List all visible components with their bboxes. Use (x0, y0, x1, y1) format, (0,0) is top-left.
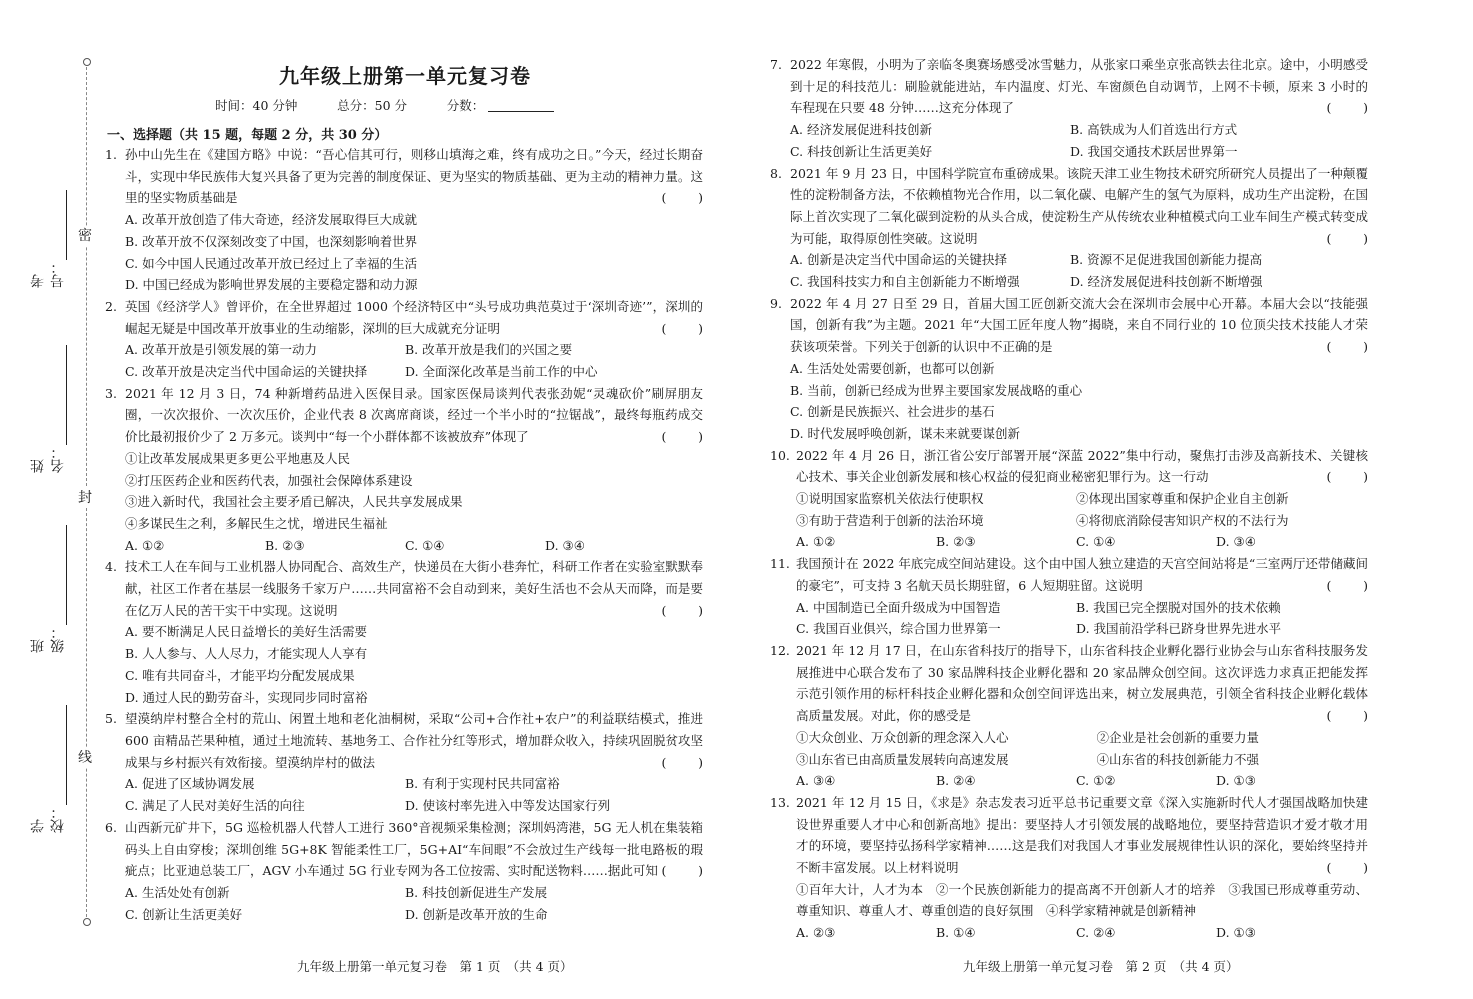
stem-text: 2022 年寒假，小明为了亲临冬奥赛场感受冰雪魅力，从张家口乘坐京张高铁去往北京。途中，小明感受到十足的科技范儿：刷脸就能进站，车内温度、灯光、车窗颜色自动调节，上网不卡顿，原来 3 小时的车程现在只要 48 分钟……这充分体现了 (790, 57, 1368, 116)
question-stem (105, 817, 703, 882)
option-d[interactable]: D. 我国前沿学科已跻身世界先进水平 (1076, 621, 1282, 637)
option-b[interactable]: B. 有利于实现村民共同富裕 (405, 776, 560, 792)
exam-score-label: 分数： (446, 98, 485, 113)
option-d[interactable]: D. 经济发展促进科技创新不断增强 (1070, 274, 1263, 290)
binding-hole (83, 58, 91, 66)
option-a[interactable]: A. 中国制造已全面升级成为中国智造 (796, 599, 1001, 615)
field-line (66, 525, 67, 625)
statement-1: ①说明国家监察机关依法行使职权 (796, 491, 984, 507)
exam-time: 时间：40 分钟 (215, 98, 298, 113)
question-stem (770, 792, 1368, 879)
stem-text: 2021 年 12 月 3 日，74 种新增药品进入医保目录。国家医保局谈判代表张劲妮“灵魂砍价”刷屏朋友圈，一次次报价、一次次压价，企业代表 8 次离席商谈，经过一个半小时的“拉锯战”，最终每瓶药成交价比最初报价少了 2 万多元。谈判中“每一个小群体都不该被放弃”体现了 (125, 385, 703, 445)
option-d[interactable]: D. 创新是改革开放的生命 (405, 906, 548, 922)
statement-4: ④山东省的科技创新能力不强 (1096, 751, 1260, 767)
answer-bracket[interactable]: ( ) (1326, 708, 1368, 724)
field-label: 姓名： (30, 445, 66, 473)
option-c[interactable]: C. 我国百业俱兴，综合国力世界第一 (796, 621, 1001, 637)
field-line (66, 345, 67, 445)
option-b[interactable]: B. ②④ (936, 773, 976, 789)
question-7 (770, 54, 1368, 163)
answer-bracket[interactable]: ( ) (661, 190, 703, 206)
question-stem (770, 640, 1368, 727)
option-b[interactable]: B. 人人参与、人人尽力，才能实现人人享有 (125, 646, 368, 662)
option-b[interactable]: B. 高铁成为人们首选出行方式 (1070, 122, 1238, 138)
statement-4: ④多谋民生之利，多解民生之忧，增进民生福祉 (125, 515, 388, 531)
option-c[interactable]: C. 科技创新让生活更美好 (790, 143, 933, 159)
option-a[interactable]: A. 创新是决定当代中国命运的关键抉择 (790, 252, 1007, 268)
option-d[interactable]: D. ③④ (1216, 534, 1256, 550)
answer-bracket[interactable]: ( ) (1326, 230, 1368, 246)
question-stem (770, 445, 1368, 488)
option-c[interactable]: C. 创新让生活更美好 (125, 906, 243, 922)
question-2 (105, 296, 703, 383)
option-a[interactable]: A. ③④ (796, 773, 836, 789)
seal-char-xian: 线 (78, 750, 92, 766)
stem-text: 孙中山先生在《建国方略》中说：“吾心信其可行，则移山填海之难，终有成功之日。”今天，经过长期奋斗，实现中华民族伟大复兴具备了更为完善的制度保证、更为坚实的物质基础、更为主动的精神力量。这里的坚实物质基础是 (125, 147, 703, 206)
option-a[interactable]: A. 生活处处有创新 (125, 884, 230, 900)
option-a[interactable]: A. 改革开放创造了伟大奇迹，经济发展取得巨大成就 (125, 212, 417, 228)
page-footer: 九年级上册第一单元复习卷 第 1 页 （共 4 页） (297, 959, 573, 974)
option-a[interactable]: A. ②③ (796, 925, 836, 941)
question-area (770, 54, 1368, 944)
answer-bracket[interactable]: ( ) (661, 863, 703, 879)
option-d[interactable]: D. 时代发展呼唤创新，谋未来就要谋创新 (790, 425, 1021, 441)
option-c[interactable]: C. 创新是民族振兴、社会进步的基石 (790, 404, 995, 420)
answer-bracket[interactable]: ( ) (661, 429, 703, 445)
question-number: 10. (770, 447, 790, 463)
option-a[interactable]: A. 经济发展促进科技创新 (790, 122, 932, 138)
answer-bracket[interactable]: ( ) (1326, 577, 1368, 593)
option-a[interactable]: A. 改革开放是引领发展的第一动力 (125, 342, 317, 358)
option-b[interactable]: B. 改革开放是我们的兴国之要 (405, 342, 573, 358)
question-stem (105, 708, 703, 773)
page-footer: 九年级上册第一单元复习卷 第 2 页 （共 4 页） (963, 959, 1239, 974)
question-1 (105, 144, 703, 296)
stem-text: 2021 年 9 月 23 日，中国科学院宣布重磅成果。该院天津工业生物技术研究所研究人员提出了一种颠覆性的淀粉制备方法，不依赖植物光合作用，以二氧化碳、电解产生的氢气为原料，成功生产出淀粉，在国际上首次实现了二氧化碳到淀粉的从头合成，使淀粉生产从传统农业种植模式向工业车间生产模式转变成为可能，取得原创性突破。这说明 (790, 165, 1368, 246)
option-b[interactable]: B. 改革开放不仅深刻改变了中国，也深刻影响着世界 (125, 233, 418, 249)
option-c[interactable]: C. 满足了人民对美好生活的向往 (125, 798, 305, 814)
question-stem (770, 54, 1368, 119)
answer-bracket[interactable]: ( ) (1326, 339, 1368, 355)
field-label: 班级： (30, 625, 66, 653)
statement-4: ④将彻底消除侵害知识产权的不法行为 (1076, 512, 1289, 528)
stem-text: 英国《经济学人》曾评价，在全世界超过 1000 个经济特区中“头号成功典范莫过于‘深圳奇迹’”，深圳的崛起无疑是中国改革开放事业的生动缩影，深圳的巨大成就充分证明 (125, 298, 703, 336)
option-b[interactable]: B. 当前，创新已经成为世界主要国家发展战略的重心 (790, 382, 1083, 398)
statement-1: ①让改革发展成果更多更公平地惠及人民 (125, 450, 351, 466)
exam-title: 九年级上册第一单元复习卷 (279, 64, 531, 88)
option-a[interactable]: A. 促进了区域协调发展 (125, 776, 255, 792)
question-number: 8. (770, 165, 782, 181)
option-b[interactable]: B. ①④ (936, 925, 976, 941)
statement-3: ③有助于营造利于创新的法治环境 (796, 512, 984, 528)
option-b[interactable]: B. ②③ (936, 534, 976, 550)
option-c[interactable]: C. ①④ (405, 537, 445, 553)
question-stem (770, 553, 1368, 596)
option-b[interactable]: B. 我国已完全摆脱对国外的技术依赖 (1076, 599, 1281, 615)
statement-2: ②企业是社会创新的重要力量 (1096, 729, 1260, 745)
seal-char-mi: 密 (78, 228, 92, 244)
option-c[interactable]: C. ②④ (1076, 925, 1116, 941)
question-number: 13. (770, 794, 790, 810)
option-a[interactable]: A. 生活处处需要创新，也都可以创新 (790, 360, 995, 376)
option-c[interactable]: C. 如今中国人民通过改革开放已经过上了幸福的生活 (125, 255, 418, 271)
statement-3: ③进入新时代，我国社会主要矛盾已解决，人民共享发展成果 (125, 494, 463, 510)
question-8 (770, 163, 1368, 293)
statement-1: ①大众创业、万众创新的理念深入人心 (796, 729, 1009, 745)
option-d[interactable]: D. 通过人民的勤劳奋斗，实现同步同时富裕 (125, 689, 368, 705)
answer-bracket[interactable]: ( ) (661, 320, 703, 336)
question-number: 3. (105, 385, 117, 401)
answer-bracket[interactable]: ( ) (661, 602, 703, 618)
question-6 (105, 817, 703, 926)
statement-3: ③山东省已由高质量发展转向高速发展 (796, 751, 1009, 767)
option-a[interactable]: A. ①② (125, 537, 165, 553)
answer-bracket[interactable]: ( ) (661, 754, 703, 770)
exam-meta (215, 96, 554, 114)
stem-text: 技术工人在车间与工业机器人协同配合、高效生产，快递员在大街小巷奔忙，科研工作者在实验室默默奉献，社区工作者在基层一线服务千家万户……共同富裕不会自动到来，美好生活也不会从天而降，而是要在亿万人民的苦干实干中实现。这说明 (125, 559, 703, 618)
statement-2: ②体现出国家尊重和保护企业自主创新 (1076, 491, 1289, 507)
option-b[interactable]: B. ②③ (265, 537, 305, 553)
binding-margin (0, 0, 115, 999)
option-d[interactable]: D. 使该村率先进入中等发达国家行列 (405, 798, 611, 814)
question-stem (105, 383, 703, 448)
field-line (66, 705, 67, 805)
option-d[interactable]: D. 全面深化改革是当前工作的中心 (405, 364, 598, 380)
field-line (66, 190, 67, 260)
option-c[interactable]: C. 改革开放是决定当代中国命运的关键抉择 (125, 364, 368, 380)
exam-total-score: 总分：50 分 (337, 98, 408, 113)
question-number: 2. (105, 298, 117, 314)
question-12 (770, 640, 1368, 792)
option-c[interactable]: C. 我国科技实力和自主创新能力不断增强 (790, 274, 1020, 290)
statements: ①百年大计，人才为本 ②一个民族创新能力的提高离不开创新人才的培养 ③我国已形成尊重劳动、尊重知识、尊重人才、尊重创造的良好氛围 ④科学家精神就是创新精神 (796, 881, 1368, 919)
answer-bracket[interactable]: ( ) (1326, 100, 1368, 116)
option-b[interactable]: B. 科技创新促进生产发展 (405, 884, 548, 900)
stem-text: 2022 年 4 月 26 日，浙江省公安厅部署开展“深蓝 2022”集中行动，聚焦打击涉及高新技术、关键核心技术、事关企业创新发展和核心权益的侵犯商业秘密犯罪行为。这一行动 (796, 447, 1368, 485)
field-label: 学校： (30, 805, 66, 833)
question-number: 11. (770, 556, 790, 572)
option-a[interactable]: A. 要不断满足人民日益增长的美好生活需要 (125, 624, 367, 640)
question-11 (770, 553, 1368, 640)
question-number: 7. (770, 57, 782, 72)
stem-text: 山西新元矿井下，5G 巡检机器人代替人工进行 360°音视频采集检测；深圳妈湾港，5G 无人机在集装箱码头上自由穿梭；深圳创维 5G+8K 智能柔性工厂，5G+AI“车间眼”不会放过生产线每一批电路板的瑕疵点；比亚迪总装工厂，AGV 小车通过 5G 行业专网为各工位按需、实时配送物料……据此可知 (125, 819, 703, 879)
option-b[interactable]: B. 资源不足促进我国创新能力提高 (1070, 252, 1263, 268)
option-d[interactable]: D. ①③ (1216, 925, 1256, 941)
option-c[interactable]: C. ①④ (1076, 534, 1116, 550)
statement-2: ②打压医药企业和医药代表，加强社会保障体系建设 (125, 472, 413, 488)
question-area (105, 144, 703, 925)
question-stem (105, 296, 703, 339)
question-9 (770, 293, 1368, 445)
question-stem (770, 163, 1368, 250)
stem-text: 望漠纳岸村整合全村的荒山、闲置土地和老化油桐树，采取“公司+合作社+农户”的利益联结模式，推进 600 亩精品芒果种植，通过土地流转、基地务工、合作社分红等形式，增加群众收入，持续巩固脱贫攻坚成果与乡村振兴有效衔接。望漠纳岸村的做法 (125, 711, 703, 770)
section-heading: 一、选择题（共 15 题，每题 2 分，共 30 分） (107, 128, 388, 143)
question-stem (770, 293, 1368, 358)
option-d[interactable]: D. ①③ (1216, 773, 1256, 789)
field-label: 考号： (30, 260, 66, 288)
question-13 (770, 792, 1368, 944)
question-10 (770, 445, 1368, 554)
option-c[interactable]: C. 唯有共同奋斗，才能平均分配发展成果 (125, 667, 355, 683)
answer-bracket[interactable]: ( ) (1326, 469, 1368, 485)
stem-text: 2021 年 12 月 17 日，在山东省科技厅的指导下，山东省科技企业孵化器行业协会与山东省科技服务发展推进中心联合发布了 30 家品牌科技企业孵化器和 20 家品牌众创空间。这次评选力求真正把能发挥示范引领作用的标杆科技企业孵化器和众创空间评选出来，树立发展典范，引领全省科技企业孵化载体高质量发展。对此，你的感受是 (796, 642, 1368, 724)
option-c[interactable]: C. ①② (1076, 773, 1116, 789)
score-blank[interactable] (488, 111, 554, 112)
option-d[interactable]: D. 中国已经成为影响世界发展的主要稳定器和动力源 (125, 277, 418, 293)
question-4 (105, 556, 703, 708)
question-number: 4. (105, 559, 117, 575)
question-number: 1. (105, 147, 117, 162)
option-d[interactable]: D. 我国交通技术跃居世界第一 (1070, 143, 1238, 159)
stem-text: 2021 年 12 月 15 日，《求是》杂志发表习近平总书记重要文章《深入实施新时代人才强国战略加快建设世界重要人才中心和创新高地》提出：要坚持人才引领发展的战略地位，要坚持营造识才爱才敬才用才的环境，要坚持弘扬科学家精神……这是我们对我国人才事业发展规律性认识的深化，要始终坚持并不断丰富发展。以上材料说明 (796, 794, 1368, 876)
question-stem (105, 556, 703, 621)
stem-text: 我国预计在 2022 年底完成空间站建设。这个由中国人独立建造的天宫空间站将是“三室两厅还带储藏间的豪宅”，可支持 3 名航天员长期驻留，6 人短期驻留。这说明 (796, 556, 1368, 593)
binding-hole (83, 918, 91, 926)
option-a[interactable]: A. ①② (796, 534, 836, 550)
question-number: 5. (105, 711, 117, 727)
question-number: 6. (105, 819, 117, 835)
option-d[interactable]: D. ③④ (545, 537, 585, 553)
seal-char-feng: 封 (78, 490, 92, 506)
question-number: 9. (770, 295, 782, 311)
question-number: 12. (770, 642, 790, 658)
question-5 (105, 708, 703, 817)
question-3 (105, 383, 703, 557)
stem-text: 2022 年 4 月 27 日至 29 日，首届大国工匠创新交流大会在深圳市会展中心开幕。本届大会以“技能强国，创新有我”为主题。2021 年“大国工匠年度人物”揭晓，来自不同行业的 10 位顶尖技术技能人才荣获该项荣誉。下列关于创新的认识中不正确的是 (790, 295, 1368, 355)
question-stem (105, 144, 703, 209)
answer-bracket[interactable]: ( ) (1326, 860, 1368, 876)
